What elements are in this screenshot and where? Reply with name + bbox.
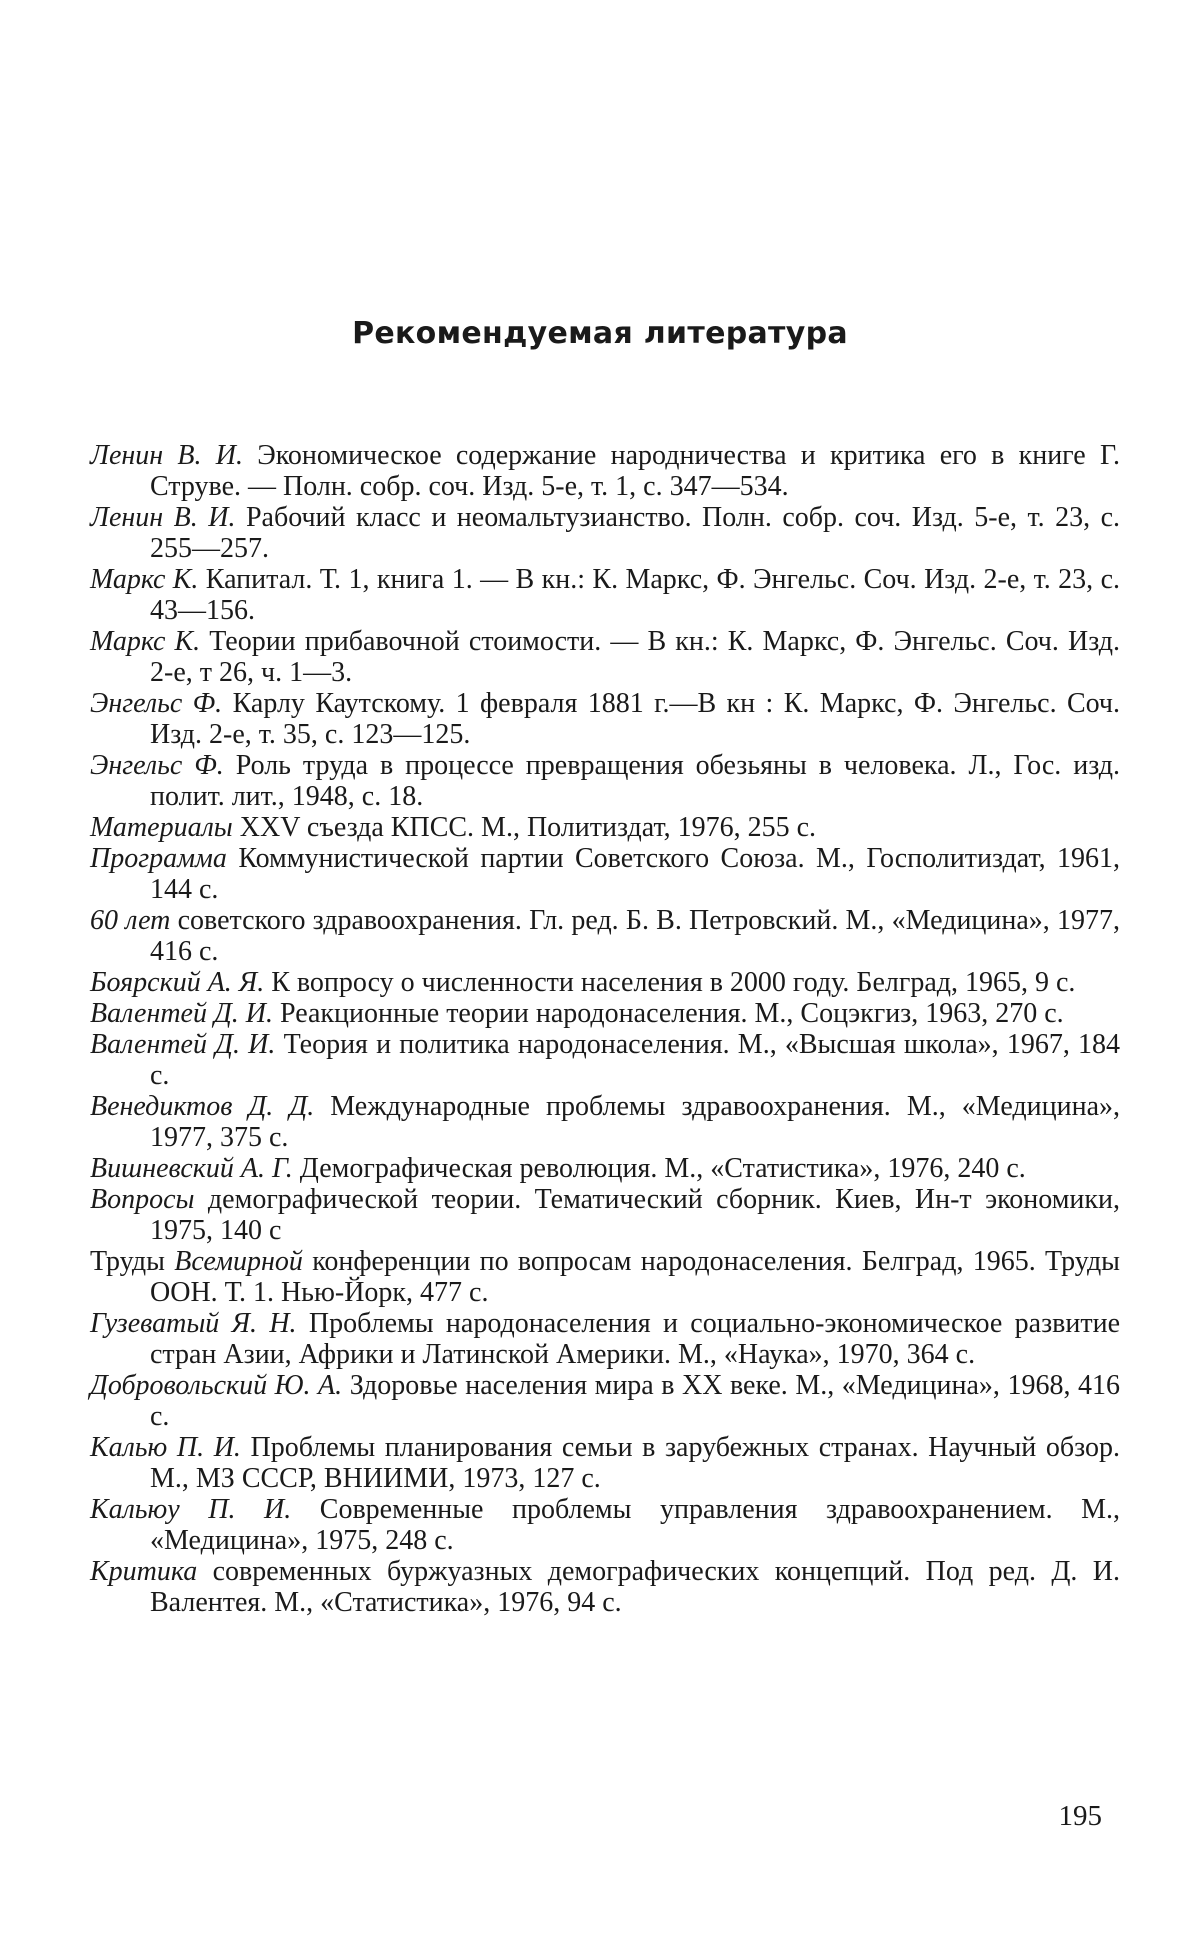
entry-author: 60 лет <box>90 905 171 936</box>
page-number: 195 <box>1058 1800 1102 1832</box>
entry-text: XXV съезда КПСС. М., Политиздат, 1976, 255 с. <box>239 812 817 843</box>
entry-text: демографической теории. Тематический сборник. Киев, Ин-т экономики, 1975, 140 с <box>150 1184 1121 1246</box>
bibliography-entry <box>90 1494 1120 1556</box>
entry-text: советского здравоохранения. Гл. ред. Б. В. Петровский. М., «Медицина», 1977, 416 с. <box>150 905 1121 967</box>
entry-text: Здоровье населения мира в XX веке. М., «Медицина», 1968, 416 с. <box>150 1370 1120 1432</box>
bibliography-entry <box>90 1370 1120 1432</box>
entry-author: Критика <box>90 1556 198 1587</box>
entry-author: Всемирной <box>174 1246 303 1277</box>
entry-author: Вопросы <box>90 1184 195 1215</box>
entry-text: Реакционные теории народонаселения. М., Соцэкгиз, 1963, 270 с. <box>280 998 1064 1029</box>
entry-author: Валентей Д. И. <box>90 998 274 1029</box>
bibliography-entry <box>90 626 1120 688</box>
entry-text: Теории прибавочной стоимости. — В кн.: К. Маркс, Ф. Энгельс. Соч. Изд. 2-е, т 26, ч. 1—3. <box>150 626 1121 688</box>
entry-text: Капитал. Т. 1, книга 1. — В кн.: К. Маркс, Ф. Энгельс. Соч. Изд. 2-е, т. 23, с. 43—156. <box>150 564 1121 626</box>
entry-author: Энгельс Ф. <box>90 750 224 781</box>
bibliography-entry <box>90 967 1120 998</box>
entry-text: Проблемы планирования семьи в зарубежных странах. Научный обзор. М., МЗ СССР, ВНИИМИ, 1973, 127 с. <box>150 1432 1120 1494</box>
entry-author: Вишневский А. Г. <box>90 1153 293 1184</box>
entry-author: Маркс К. <box>90 626 201 657</box>
bibliography-entry <box>90 998 1120 1029</box>
entry-author: Боярский А. Я. <box>90 967 265 998</box>
bibliography-entry <box>90 750 1120 812</box>
bibliography-entry <box>90 502 1120 564</box>
bibliography-entry <box>90 1246 1120 1308</box>
bibliography-entry <box>90 1091 1120 1153</box>
entry-text: Экономическое содержание народничества и критика его в книге Г. Струве. — Полн. собр. соч. Изд. 5-е, т. 1, с. 347—534. <box>150 440 1120 502</box>
entry-text: конференции по вопросам народонаселения. Белград, 1965. Труды ООН. Т. 1. Нью-Йорк, 477 с. <box>150 1246 1120 1308</box>
entry-text: современных буржуазных демографических концепций. Под ред. Д. И. Валентея. М., «Статистика», 1976, 94 с. <box>150 1556 1120 1618</box>
entry-author: Программа <box>90 843 227 874</box>
bibliography-entry <box>90 1308 1120 1370</box>
entry-author: Ленин В. И. <box>90 440 243 471</box>
bibliography-entry <box>90 905 1120 967</box>
entry-text: Международные проблемы здравоохранения. М., «Медицина», 1977, 375 с. <box>150 1091 1120 1153</box>
entry-text: Коммунистической партии Советского Союза. М., Госполитиздат, 1961, 144 с. <box>150 843 1121 905</box>
entry-text: К вопросу о численности населения в 2000 году. Белград, 1965, 9 с. <box>271 967 1076 998</box>
entry-text: Карлу Каутскому. 1 февраля 1881 г.—В кн : К. Маркс, Ф. Энгельс. Соч. Изд. 2-е, т. 35, с. 123—125. <box>150 688 1121 750</box>
entry-author: Энгельс Ф. <box>90 688 223 719</box>
entry-text: Проблемы народонаселения и социально-экономическое развитие стран Азии, Африки и Латинской Америки. М., «Наука», 1970, 364 с. <box>150 1308 1120 1370</box>
entry-author: Венедиктов Д. Д. <box>90 1091 315 1122</box>
entry-author: Материалы <box>90 812 233 843</box>
bibliography-entry <box>90 564 1120 626</box>
entry-text: Рабочий класс и неомальтузианство. Полн. собр. соч. Изд. 5-е, т. 23, с. 255—257. <box>150 502 1121 564</box>
bibliography-entry <box>90 812 1120 843</box>
entry-author: Валентей Д. И. <box>90 1029 276 1060</box>
entry-text: Демографическая революция. М., «Статистика», 1976, 240 с. <box>299 1153 1026 1184</box>
entry-prefix: Труды <box>90 1246 175 1277</box>
entry-text: Теория и политика народонаселения. М., «Высшая школа», 1967, 184 с. <box>150 1029 1121 1091</box>
bibliography-entry <box>90 440 1120 502</box>
bibliography-entry <box>90 688 1120 750</box>
entry-author: Кальюу П. И. <box>90 1494 292 1525</box>
bibliography-entry <box>90 1556 1120 1618</box>
entry-author: Ленин В. И. <box>90 502 236 533</box>
bibliography-entry <box>90 1029 1120 1091</box>
page-title: Рекомендуемая литература <box>352 316 848 351</box>
entry-author: Маркс К. <box>90 564 199 595</box>
bibliography-list <box>90 440 1120 1618</box>
bibliography-entry <box>90 1432 1120 1494</box>
bibliography-entry <box>90 1153 1120 1184</box>
entry-author: Добровольский Ю. А. <box>90 1370 343 1401</box>
entry-author: Калью‌ П. И. <box>90 1432 241 1463</box>
entry-author: Гузеватый Я. Н. <box>90 1308 297 1339</box>
bibliography-entry <box>90 843 1120 905</box>
bibliography-entry <box>90 1184 1120 1246</box>
entry-text: Современные проблемы управления здравоохранением. М., «Медицина», 1975, 248 с. <box>150 1494 1121 1556</box>
entry-text: Роль труда в процессе превращения обезьяны в человека. Л., Гос. изд. полит. лит., 1948, с. 18. <box>150 750 1120 812</box>
